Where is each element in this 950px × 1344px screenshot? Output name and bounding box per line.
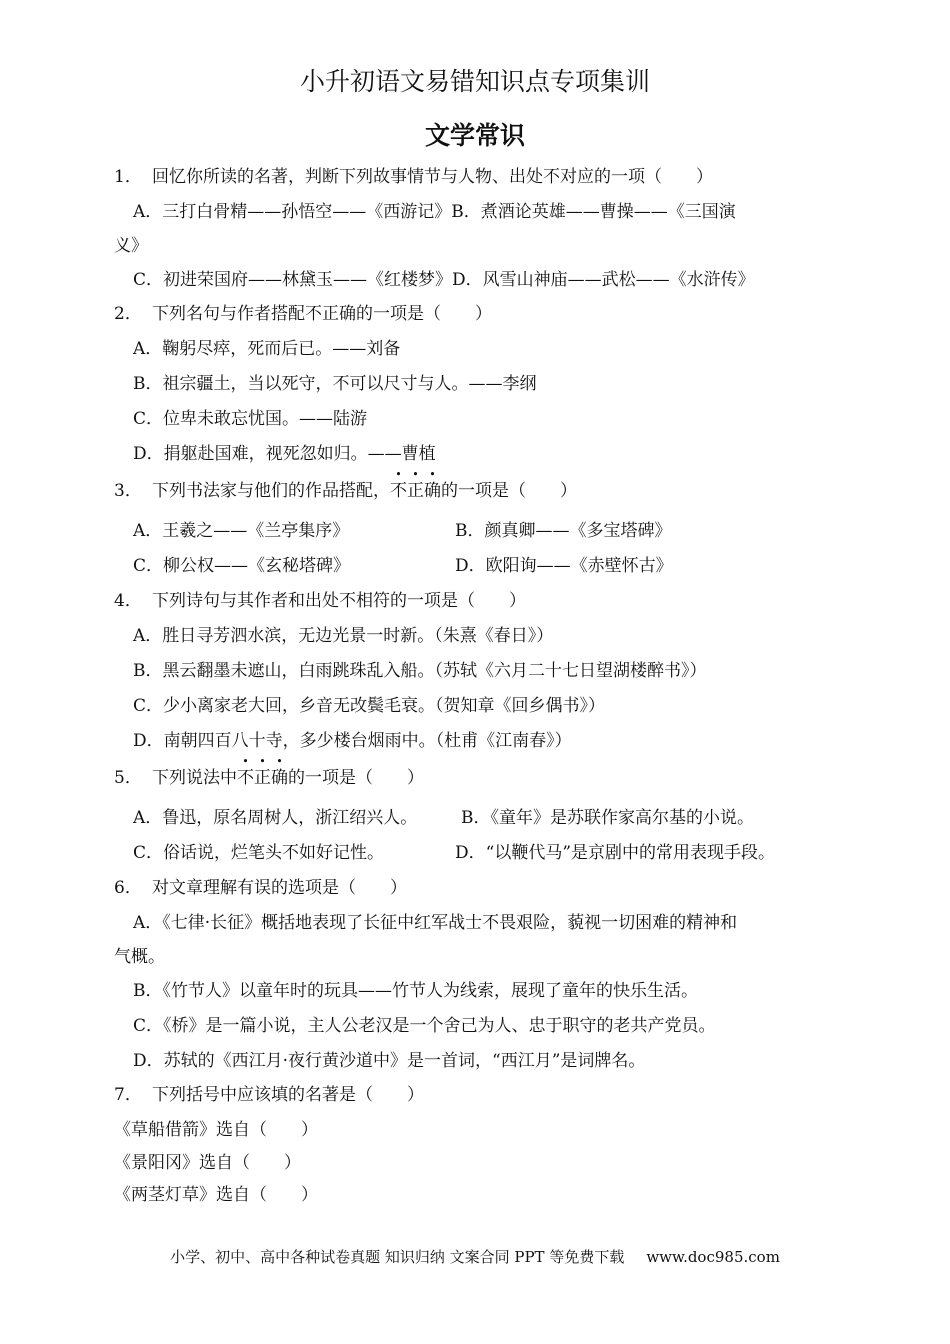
question-5-option-c: C．俗话说，烂笔头不如好记性。 <box>133 843 385 863</box>
question-stem: 下列名句与作者搭配不正确的一项是（ ） <box>152 304 492 324</box>
question-1 <box>114 166 713 188</box>
question-4 <box>114 590 526 612</box>
question-stem: 下列括号中应该填的名著是（ ） <box>152 1085 424 1105</box>
question-2-option-c: C．位卑未敢忘忧国。——陆游 <box>133 409 368 429</box>
question-stem: 对文章理解有误的选项是（ ） <box>152 878 407 898</box>
emphasis-char: 正 <box>254 768 271 788</box>
question-stem-pre: 下列书法家与他们的作品搭配， <box>152 481 390 501</box>
question-4-option-d: D．南朝四百八十寺，多少楼台烟雨中。（杜甫《江南春》） <box>133 731 572 751</box>
question-number: 5． <box>114 768 142 788</box>
question-number: 2． <box>114 304 142 324</box>
question-7 <box>114 1084 424 1106</box>
question-3 <box>114 480 577 502</box>
emphasis-char: 不 <box>237 768 254 788</box>
question-stem: 下列诗句与其作者和出处不相符的一项是（ ） <box>152 591 526 611</box>
question-6-option-d: D．苏轼的《西江月·夜行黄沙道中》是一首词，“西江月”是词牌名。 <box>133 1051 646 1071</box>
question-stem-pre: 下列说法中 <box>152 768 237 788</box>
page-footer <box>0 1246 950 1267</box>
question-4-option-b: B．黑云翻墨未遮山，白雨跳珠乱入船。（苏轼《六月二十七日望湖楼醉书》） <box>133 661 707 681</box>
question-3-option-b: B．颜真卿——《多宝塔碑》 <box>455 521 672 541</box>
page-title: 小升初语文易错知识点专项集训 <box>299 67 650 96</box>
question-4-option-a: A．胜日寻芳泗水滨，无边光景一时新。（朱熹《春日》） <box>133 626 554 646</box>
section-title: 文学常识 <box>424 121 525 150</box>
question-4-option-c: C．少小离家老大回，乡音无改鬓毛衰。（贺知章《回乡偶书》） <box>133 696 606 716</box>
question-number: 6． <box>114 878 142 898</box>
question-3-option-d: D．欧阳询——《赤壁怀古》 <box>455 556 673 576</box>
question-6-option-a: A．《七律·长征》概括地表现了长征中红军战士不畏艰险，藐视一切困难的精神和 <box>133 913 738 933</box>
question-number: 3． <box>114 481 142 501</box>
question-number: 7． <box>114 1085 142 1105</box>
question-7-item-3: 《两茎灯草》选自（ ） <box>114 1185 318 1205</box>
question-5-option-a: A．鲁迅，原名周树人，浙江绍兴人。 <box>133 808 418 828</box>
question-6-option-b: B．《竹节人》以童年时的玩具——竹节人为线索，展现了童年的快乐生活。 <box>133 981 698 1001</box>
emphasis-char: 正 <box>407 481 424 501</box>
question-stem: 回忆你所读的名著，判断下列故事情节与人物、出处不对应的一项（ ） <box>152 167 713 187</box>
question-number: 1． <box>114 167 142 187</box>
question-2-option-d: D．捐躯赴国难，视死忽如归。——曹植 <box>133 444 436 464</box>
question-3-option-c: C．柳公权——《玄秘塔碑》 <box>133 556 351 576</box>
question-1-option-cd: C．初进荣国府——林黛玉——《红楼梦》D．风雪山神庙——武松——《水浒传》 <box>133 270 755 290</box>
question-1-option-ab: A．三打白骨精——孙悟空——《西游记》B．煮酒论英雄——曹操——《三国演 <box>133 202 736 222</box>
emphasis-char: 不 <box>390 481 407 501</box>
emphasis-char: 确 <box>424 481 441 501</box>
question-2-option-b: B．祖宗疆土，当以死守，不可以尺寸与人。——李纲 <box>133 374 537 394</box>
question-stem-post: 的一项是（ ） <box>288 768 424 788</box>
question-number: 4． <box>114 591 142 611</box>
question-5-option-b: B．《童年》是苏联作家高尔基的小说。 <box>461 808 754 828</box>
question-7-item-1: 《草船借箭》选自（ ） <box>114 1120 318 1140</box>
question-3-option-a: A．王羲之——《兰亭集序》 <box>133 521 350 541</box>
question-5-option-d: D．“以鞭代马”是京剧中的常用表现手段。 <box>455 843 776 863</box>
question-6 <box>114 877 407 899</box>
emphasis-char: 确 <box>271 768 288 788</box>
question-6-option-c: C．《桥》是一篇小说，主人公老汉是一个舍己为人、忠于职守的老共产党员。 <box>133 1016 716 1036</box>
question-2-option-a: A．鞠躬尽瘁，死而后已。——刘备 <box>133 339 401 359</box>
question-7-item-2: 《景阳冈》选自（ ） <box>114 1153 301 1173</box>
footer-text: 小学、初中、高中各种试卷真题 知识归纳 文案合同 PPT 等免费下载 <box>170 1248 625 1266</box>
question-stem-post: 的一项是（ ） <box>441 481 577 501</box>
question-5 <box>114 767 424 789</box>
footer-site-link[interactable]: www.doc985.com <box>646 1248 780 1266</box>
question-6-option-a-wrap: 气概。 <box>114 947 165 967</box>
question-2 <box>114 303 492 325</box>
question-1-option-wrap: 义》 <box>114 236 148 256</box>
